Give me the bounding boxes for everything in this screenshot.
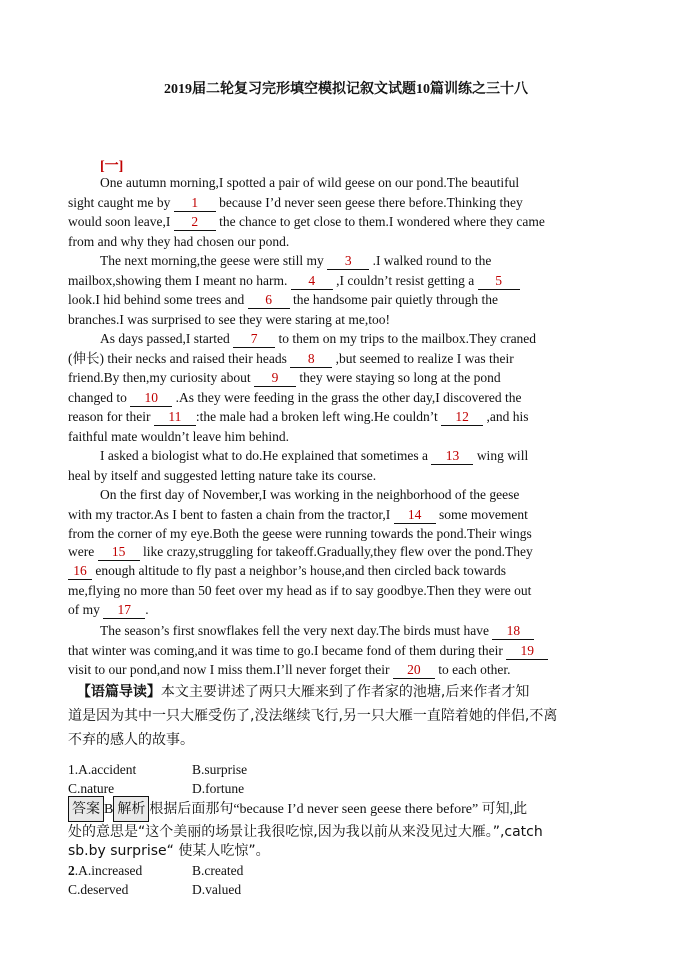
blank-14[interactable]: 14	[394, 507, 436, 524]
passage-line: I asked a biologist what to do.He explained that sometimes a 13 wing will	[100, 448, 529, 463]
passage-line: look.I hid behind some trees and 6 the handsome pair quietly through the	[68, 292, 499, 307]
passage-line: from and why they had chosen our pond.	[68, 234, 290, 249]
blank-7[interactable]: 7	[233, 331, 275, 348]
passage-line: changed to 10 .As they were feeding in the grass the other day,I discovered the	[68, 390, 522, 405]
guide-line: 道是因为其中一只大雁受伤了,没法继续飞行,另一只大雁一直陪着她的伴侣,不离	[68, 708, 558, 724]
option-c: C.nature	[68, 781, 115, 796]
guide-label: 【语篇导读】	[76, 684, 161, 700]
blank-13[interactable]: 13	[431, 448, 473, 465]
blank-9[interactable]: 9	[254, 370, 296, 387]
blank-6[interactable]: 6	[248, 292, 290, 309]
guide-line: 【语篇导读】本文主要讲述了两只大雁来到了作者家的池塘,后来作者才知	[76, 684, 530, 700]
blank-20[interactable]: 20	[393, 662, 435, 679]
passage-line: The next morning,the geese were still my 3 .I walked round to the	[100, 253, 492, 268]
passage-line: mailbox,showing them I meant no harm. 4 ,I couldn’t resist getting a 5	[68, 271, 624, 290]
option-d: D.valued	[192, 882, 242, 897]
passage-line: were 15 like crazy,struggling for takeoff.Gradually,they flew over the pond.They	[68, 544, 533, 559]
page-title: 2019届二轮复习完形填空模拟记叙文试题10篇训练之三十八	[164, 82, 528, 97]
guide-line: 不弃的感人的故事。	[68, 732, 194, 748]
answer-line: 答案 B 解析 根据后面那句“because I’d never seen geese there before” 可知,此	[68, 796, 628, 822]
blank-12[interactable]: 12	[441, 409, 483, 426]
passage-line: (伸长) their necks and raised their heads 8 ,but seemed to realize I was their	[68, 351, 514, 366]
passage-line: from the corner of my eye.Both the geese were running towards the pond.Their wings	[68, 526, 532, 541]
analysis-label: 解析	[113, 796, 149, 822]
blank-2[interactable]: 2	[174, 214, 216, 231]
section-label: [一]	[100, 159, 124, 174]
blank-10[interactable]: 10	[130, 390, 172, 407]
analysis-line: 处的意思是“这个美丽的场景让我很吃惊,因为我以前从来没见过大雁。”,catch	[68, 824, 543, 840]
passage-line: with my tractor.As I bent to fasten a chain from the tractor,I 14 some movement	[68, 507, 528, 522]
option-a: 2.A.increased	[68, 863, 143, 878]
passage-line: sight caught me by 1 because I’d never seen geese there before.Thinking they	[68, 195, 523, 210]
passage-line: heal by itself and suggested letting nature take its course.	[68, 468, 377, 483]
option-b: B.created	[192, 863, 244, 878]
option-b: B.surprise	[192, 762, 248, 777]
passage-line: One autumn morning,I spotted a pair of wild geese on our pond.The beautiful	[100, 175, 520, 190]
blank-5[interactable]: 5	[478, 273, 520, 290]
answer-value: B	[104, 802, 114, 817]
blank-4[interactable]: 4	[291, 273, 333, 290]
option-a: 1.A.accident	[68, 762, 137, 777]
passage-line: On the first day of November,I was working in the neighborhood of the geese	[100, 487, 520, 502]
passage-line: reason for their 11 :the male had a broken left wing.He couldn’t 12 ,and his	[68, 409, 529, 424]
blank-3[interactable]: 3	[327, 253, 369, 270]
passage-line: As days passed,I started 7 to them on my trips to the mailbox.They craned	[100, 331, 537, 346]
blank-11[interactable]: 11	[154, 409, 196, 426]
passage-line: The season’s first snowflakes fell the very next day.The birds must have 18	[100, 621, 624, 640]
blank-16[interactable]: 16	[68, 563, 92, 580]
option-d: D.fortune	[192, 781, 245, 796]
passage-line: branches.I was surprised to see they were staring at me,too!	[68, 312, 391, 327]
passage-line: that winter was coming,and it was time to go.I became fond of them during their 19	[68, 641, 624, 660]
answer-label: 答案	[68, 796, 104, 822]
blank-18[interactable]: 18	[492, 623, 534, 640]
analysis-line: sb.by surprise“ 使某人吃惊”。	[68, 843, 270, 859]
passage-line: visit to our pond,and now I miss them.I’ll never forget their 20 to each other.	[68, 662, 511, 677]
blank-17[interactable]: 17	[103, 602, 145, 619]
passage-line: would soon leave,I 2 the chance to get close to them.I wondered where they came	[68, 214, 545, 229]
passage-line: me,flying no more than 50 feet over my head as if to say goodbye.Then they were out	[68, 583, 532, 598]
blank-19[interactable]: 19	[506, 643, 548, 660]
passage-line: 16 enough altitude to fly past a neighbor’s house,and then circled back towards	[68, 561, 624, 580]
passage-line: faithful mate wouldn’t leave him behind.	[68, 429, 289, 444]
option-c: C.deserved	[68, 882, 129, 897]
passage-line: friend.By then,my curiosity about 9 they were staying so long at the pond	[68, 370, 501, 385]
blank-8[interactable]: 8	[290, 351, 332, 368]
blank-15[interactable]: 15	[98, 544, 140, 561]
blank-1[interactable]: 1	[174, 195, 216, 212]
passage-line: of my 17 .	[68, 602, 149, 617]
